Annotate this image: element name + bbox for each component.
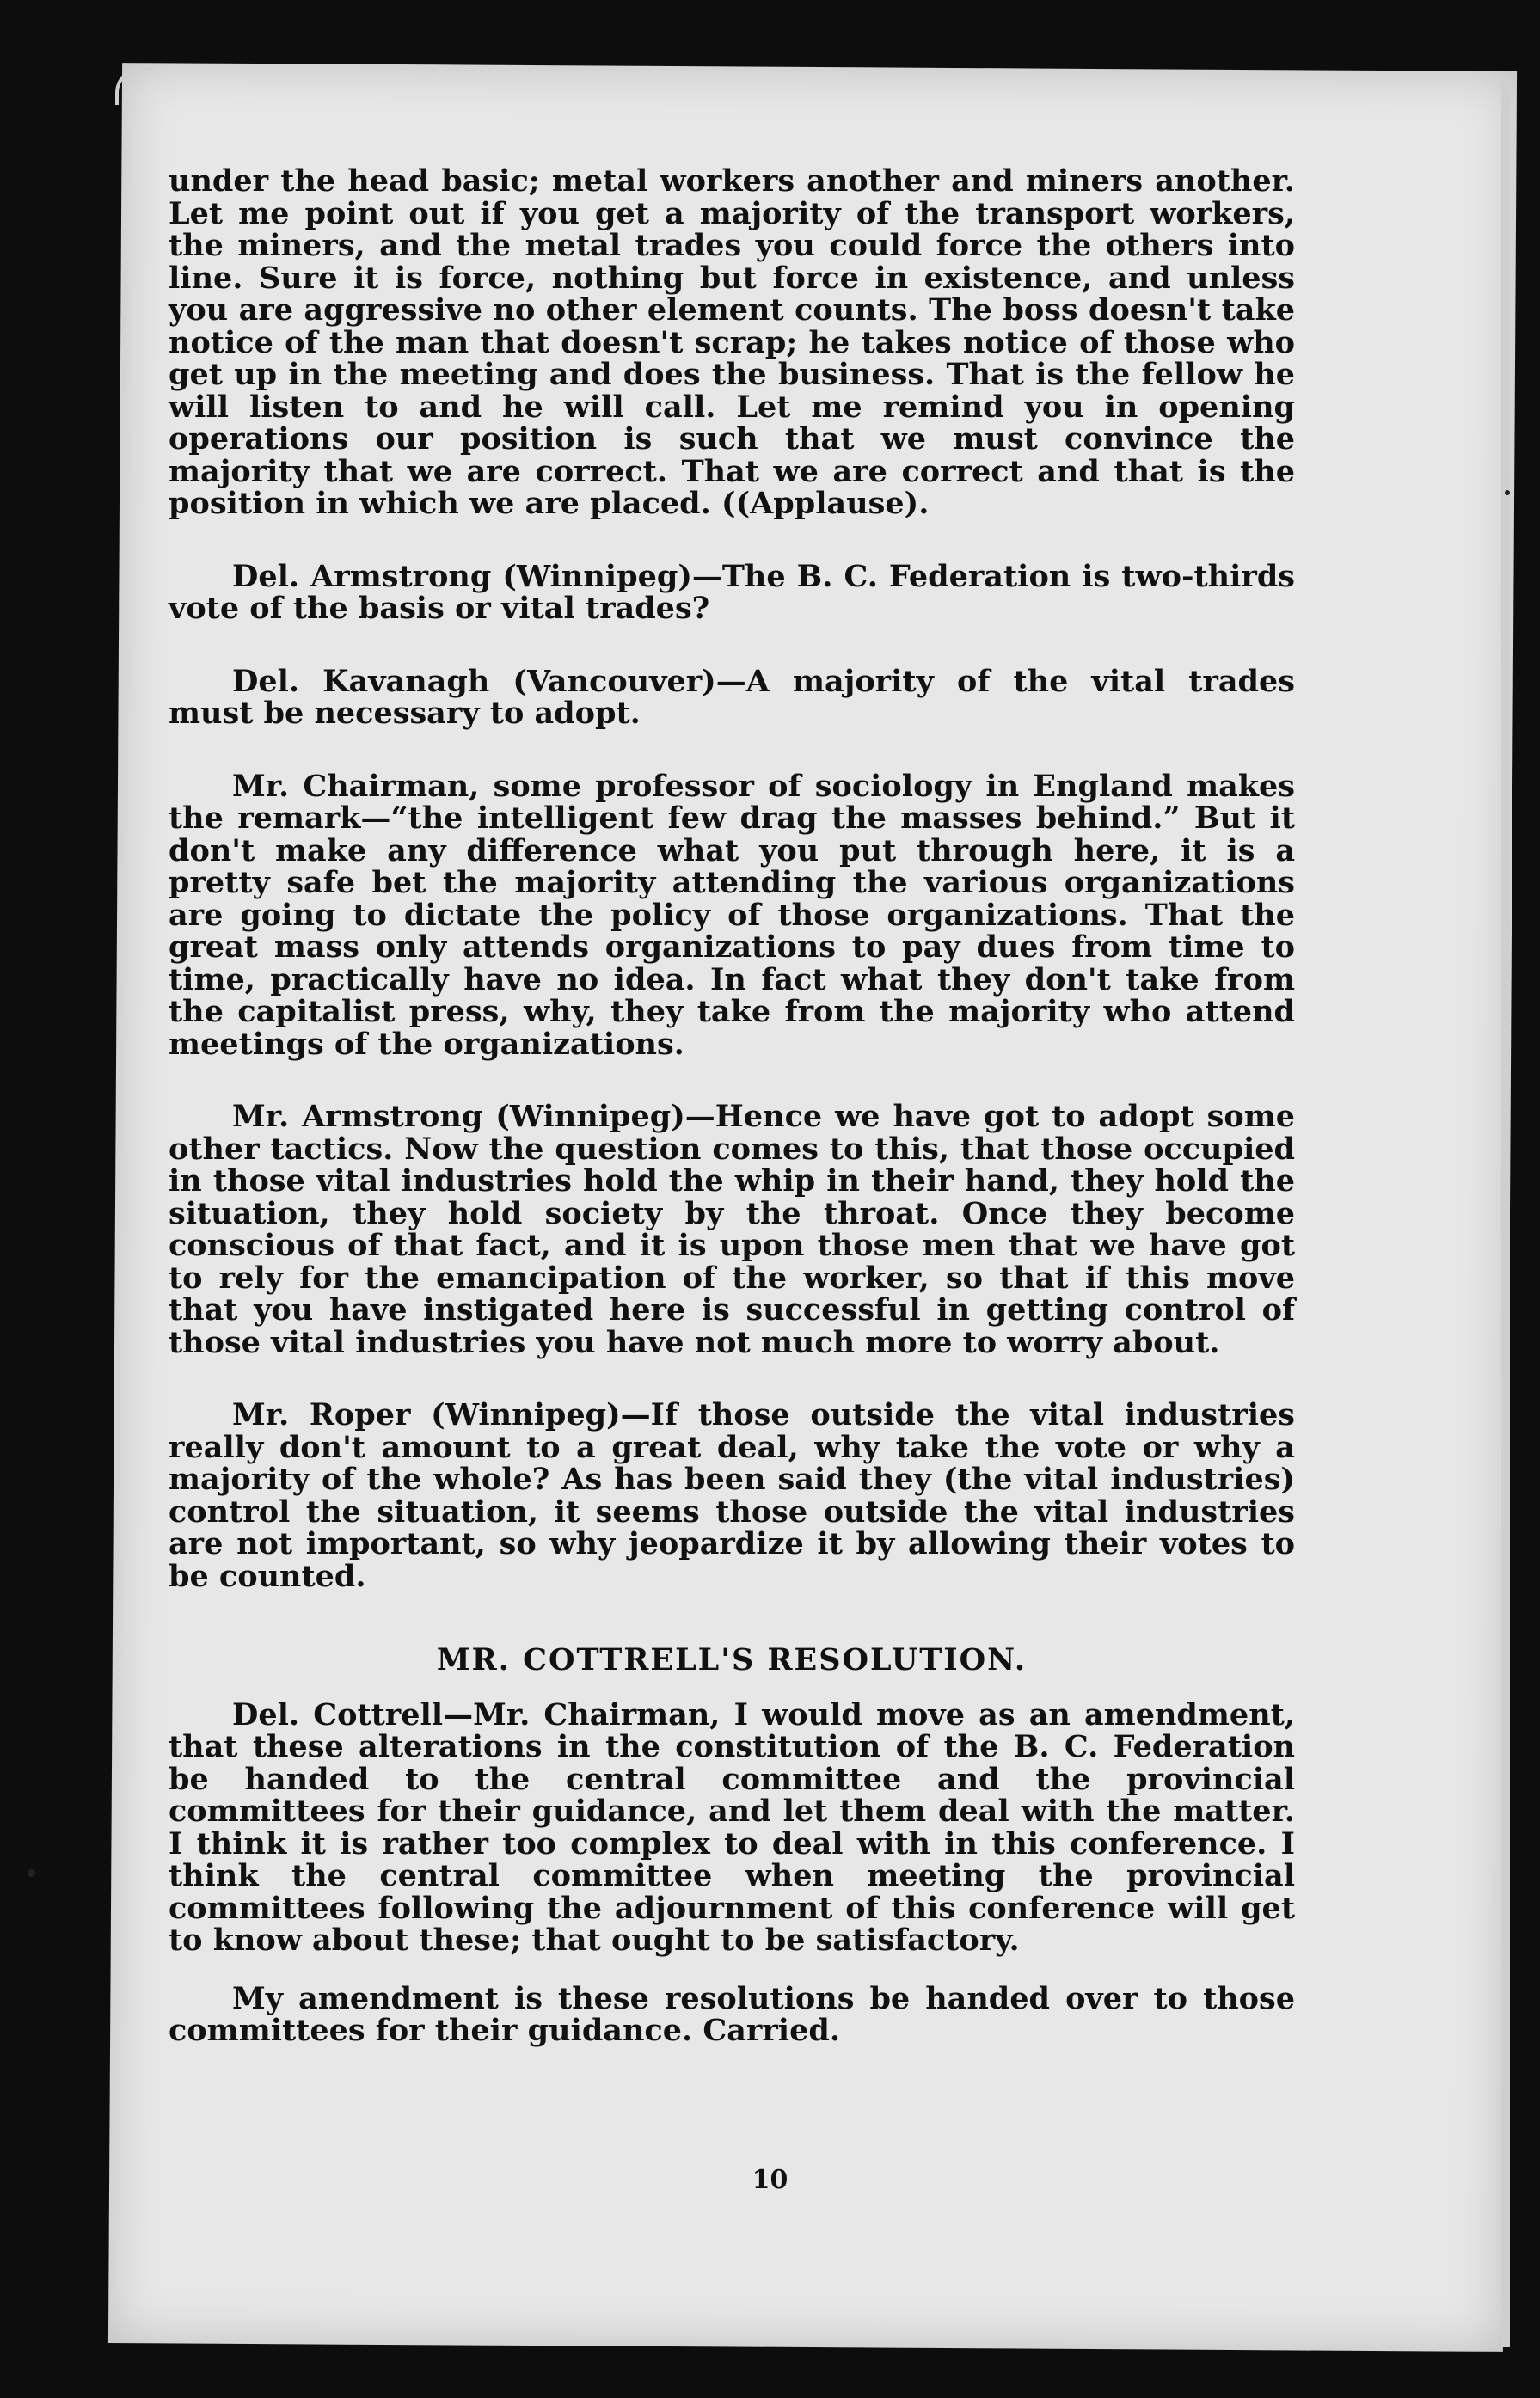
page-number: 10 — [752, 2165, 788, 2195]
speck — [1505, 490, 1510, 495]
paragraph: Mr. Armstrong (Winnipeg)—Hence we have got to adopt some other tactics. Now the question comes to this, that those occupied in those vital industries hold the whip in their hand, they hold the situation, they hold society by the throat. Once they become conscious of that fact, and it is upon those men that we have got to rely for the emancipation of the worker, so that if this move that you have instigated here is successful in getting control of those vital industries you have not much more to worry about. — [169, 1099, 1295, 1360]
paragraph: under the head basic; metal workers another and miners another. Let me point out if you get a majority of the transport workers, the miners, and the metal trades you could force the others into line. Sure it is force, nothing but force in existence, and unless you are aggressive no other element counts. The boss doesn't take notice of the man that doesn't scrap; he takes notice of those who get up in the meeting and does the business. That is the fellow he will listen to and he will call. Let me remind you in opening operations our position is such that we must convince the majority that we are correct. That we are correct and that is the position in which we are placed. ((Applause). — [169, 163, 1295, 521]
speck — [28, 1869, 35, 1877]
page-corner — [115, 67, 153, 105]
body-text — [169, 165, 1295, 2088]
page-edge — [1501, 77, 1510, 2347]
paragraph: Mr. Roper (Winnipeg)—If those outside the vital industries really don't amount to a great deal, why take the vote or why a majority of the whole? As has been said they (the vital industries) control the situation, it seems those outside the vital industries are not important, so why jeopardize it by allowing their votes to be counted. — [169, 1397, 1295, 1594]
paragraph: Mr. Chairman, some professor of sociology in England makes the remark—“the intelligent few drag the masses behind.” But it don't make any difference what you put through here, it is a pretty safe bet the majority attending the various organizations are going to dictate the policy of those organizations. That the great mass only attends organizations to pay dues from time to time, practically have no idea. In fact what they don't take from the capitalist press, why, they take from the majority who attend meetings of the organizations. — [169, 768, 1295, 1062]
paragraph: Del. Armstrong (Winnipeg)—The B. C. Federation is two-thirds vote of the basis or vital trades? — [169, 558, 1295, 626]
paragraph: Del. Cottrell—Mr. Chairman, I would move as an amendment, that these alterations in the constitution of the B. C. Federation be handed to the central committee and the provincial committees for their guidance, and let them deal with the matter. I think it is rather too complex to deal with in this conference. I think the central committee when meeting the provincial committees following the adjournment of this conference will get to know about these; that ought to be satisfactory. — [169, 1696, 1295, 1958]
section-heading: MR. COTTRELL'S RESOLUTION. — [436, 1642, 1028, 1677]
paragraph: My amendment is these resolutions be handed over to those committees for their guidance. Carried. — [169, 1980, 1295, 2048]
paragraph: Del. Kavanagh (Vancouver)—A majority of the vital trades must be necessary to adopt. — [169, 663, 1295, 731]
